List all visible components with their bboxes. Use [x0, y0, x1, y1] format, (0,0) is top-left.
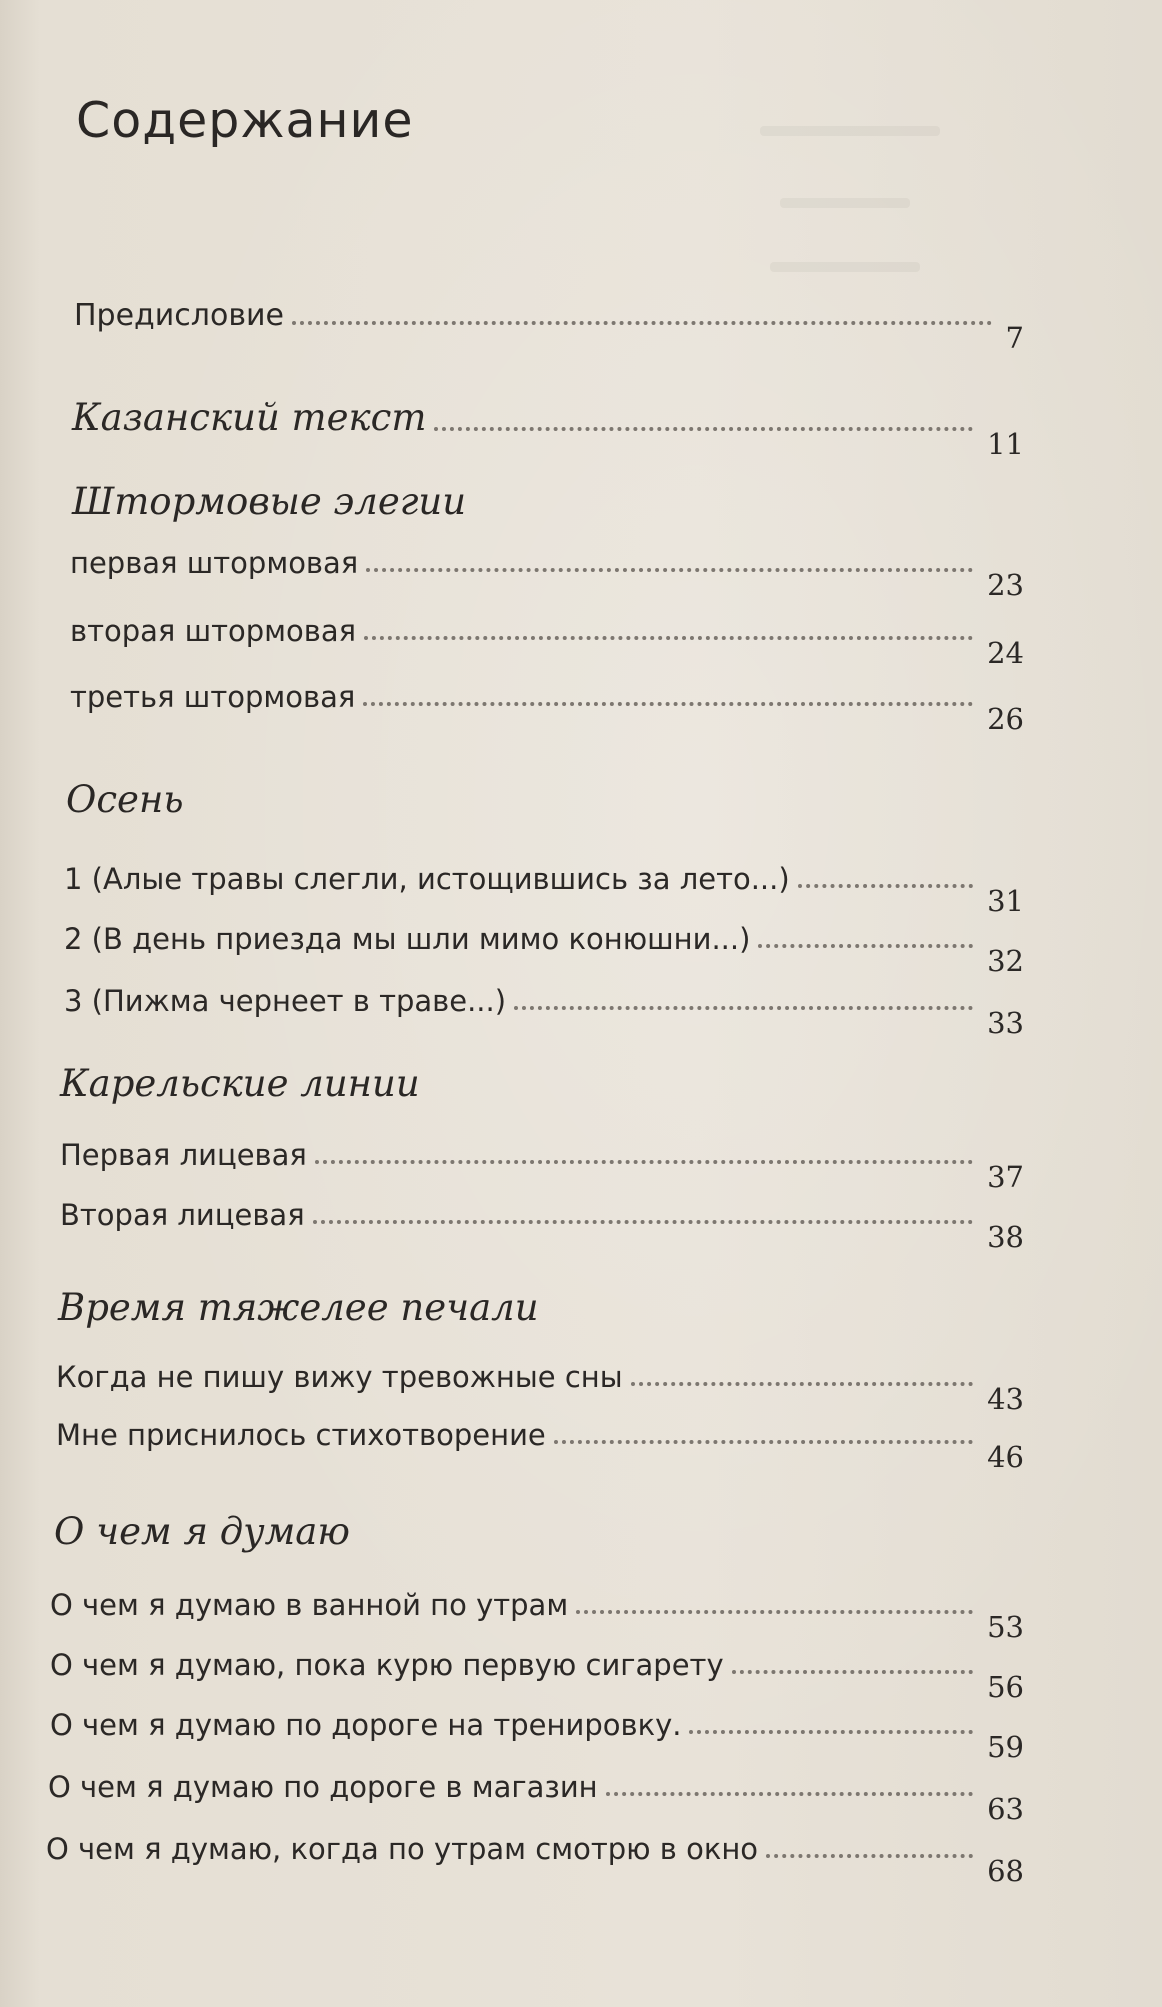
toc-page-number: 23 — [987, 568, 1024, 602]
toc-page-number: 46 — [987, 1440, 1024, 1474]
dot-leader — [315, 1160, 973, 1164]
toc-entry-label: Вторая лицевая — [60, 1198, 305, 1232]
dot-leader — [798, 884, 973, 888]
toc-entry-label: Мне приснилось стихотворение — [56, 1418, 546, 1452]
dot-leader — [514, 1006, 973, 1010]
toc-page-number: 32 — [987, 944, 1024, 978]
toc-entry[interactable] — [48, 1770, 1024, 1826]
bleed-through-mark — [760, 126, 940, 136]
dot-leader — [758, 944, 973, 948]
toc-entry[interactable] — [70, 546, 1024, 602]
toc-page-number: 59 — [987, 1730, 1024, 1764]
dot-leader — [606, 1792, 973, 1796]
toc-entry[interactable] — [64, 862, 1024, 918]
toc-entry[interactable] — [70, 614, 1024, 670]
bleed-through-mark — [770, 262, 920, 272]
toc-page-number: 26 — [987, 702, 1024, 736]
toc-entry[interactable] — [46, 1832, 1024, 1888]
toc-entry-label: Казанский текст — [72, 396, 427, 439]
toc-page-number: 7 — [1005, 321, 1024, 355]
page-title: Содержание — [76, 92, 414, 149]
toc-entry[interactable] — [60, 1138, 1024, 1194]
toc-entry[interactable] — [56, 1418, 1024, 1474]
dot-leader — [689, 1730, 973, 1734]
toc-entry-label: вторая штормовая — [70, 614, 357, 648]
toc-entry-label: Первая лицевая — [60, 1138, 307, 1172]
toc-entry-label: 2 (В день приезда мы шли мимо конюшни...) — [64, 922, 751, 956]
section-title: Карельские линии — [60, 1062, 420, 1105]
toc-page-number: 11 — [987, 427, 1024, 461]
toc-entry[interactable] — [60, 1198, 1024, 1254]
toc-entry-label: Когда не пишу вижу тревожные сны — [56, 1360, 623, 1394]
section-title: О чем я думаю — [54, 1510, 350, 1553]
bleed-through-mark — [780, 198, 910, 208]
toc-entry-label: О чем я думаю по дороге в магазин — [48, 1770, 598, 1804]
dot-leader — [732, 1670, 973, 1674]
dot-leader — [631, 1382, 973, 1386]
toc-page-number: 33 — [987, 1006, 1024, 1040]
dot-leader — [313, 1220, 973, 1224]
toc-entry-label: 3 (Пижма чернеет в траве...) — [64, 984, 507, 1018]
toc-entry-label: О чем я думаю в ванной по утрам — [50, 1588, 569, 1622]
dot-leader — [363, 702, 973, 706]
toc-page-number: 38 — [987, 1220, 1024, 1254]
toc-entry[interactable] — [50, 1708, 1024, 1764]
toc-page-number: 53 — [987, 1610, 1024, 1644]
dot-leader — [554, 1440, 973, 1444]
toc-page-number: 68 — [987, 1854, 1024, 1888]
toc-entry-kazan[interactable] — [72, 396, 1024, 461]
section-title: Осень — [66, 778, 184, 821]
toc-entry-label: О чем я думаю по дороге на тренировку. — [50, 1708, 682, 1742]
dot-leader — [292, 321, 992, 325]
toc-page-number: 63 — [987, 1792, 1024, 1826]
toc-entry-label: третья штормовая — [70, 680, 356, 714]
toc-entry-label: 1 (Алые травы слегли, истощившись за лето...) — [64, 862, 790, 896]
dot-leader — [766, 1854, 973, 1858]
dot-leader — [366, 568, 973, 572]
toc-entry[interactable] — [64, 922, 1024, 978]
dot-leader — [434, 427, 973, 431]
toc-entry-label: О чем я думаю, когда по утрам смотрю в окно — [46, 1832, 759, 1866]
toc-page-number: 37 — [987, 1160, 1024, 1194]
toc-page-number: 31 — [987, 884, 1024, 918]
toc-page-number: 24 — [987, 636, 1024, 670]
toc-entry[interactable] — [50, 1588, 1024, 1644]
section-title: Штормовые элегии — [72, 480, 467, 523]
toc-entry-label: Предисловие — [74, 298, 284, 333]
toc-page-number: 43 — [987, 1382, 1024, 1416]
section-title: Время тяжелее печали — [58, 1286, 539, 1329]
toc-entry[interactable] — [70, 680, 1024, 736]
toc-entry[interactable] — [64, 984, 1024, 1040]
toc-entry[interactable] — [50, 1648, 1024, 1704]
toc-entry-label: О чем я думаю, пока курю первую сигарету — [50, 1648, 724, 1682]
dot-leader — [576, 1610, 973, 1614]
toc-entry[interactable] — [56, 1360, 1024, 1416]
toc-entry-label: первая штормовая — [70, 546, 359, 580]
dot-leader — [364, 636, 973, 640]
toc-page-number: 56 — [987, 1670, 1024, 1704]
toc-entry-preface[interactable] — [74, 298, 1024, 355]
